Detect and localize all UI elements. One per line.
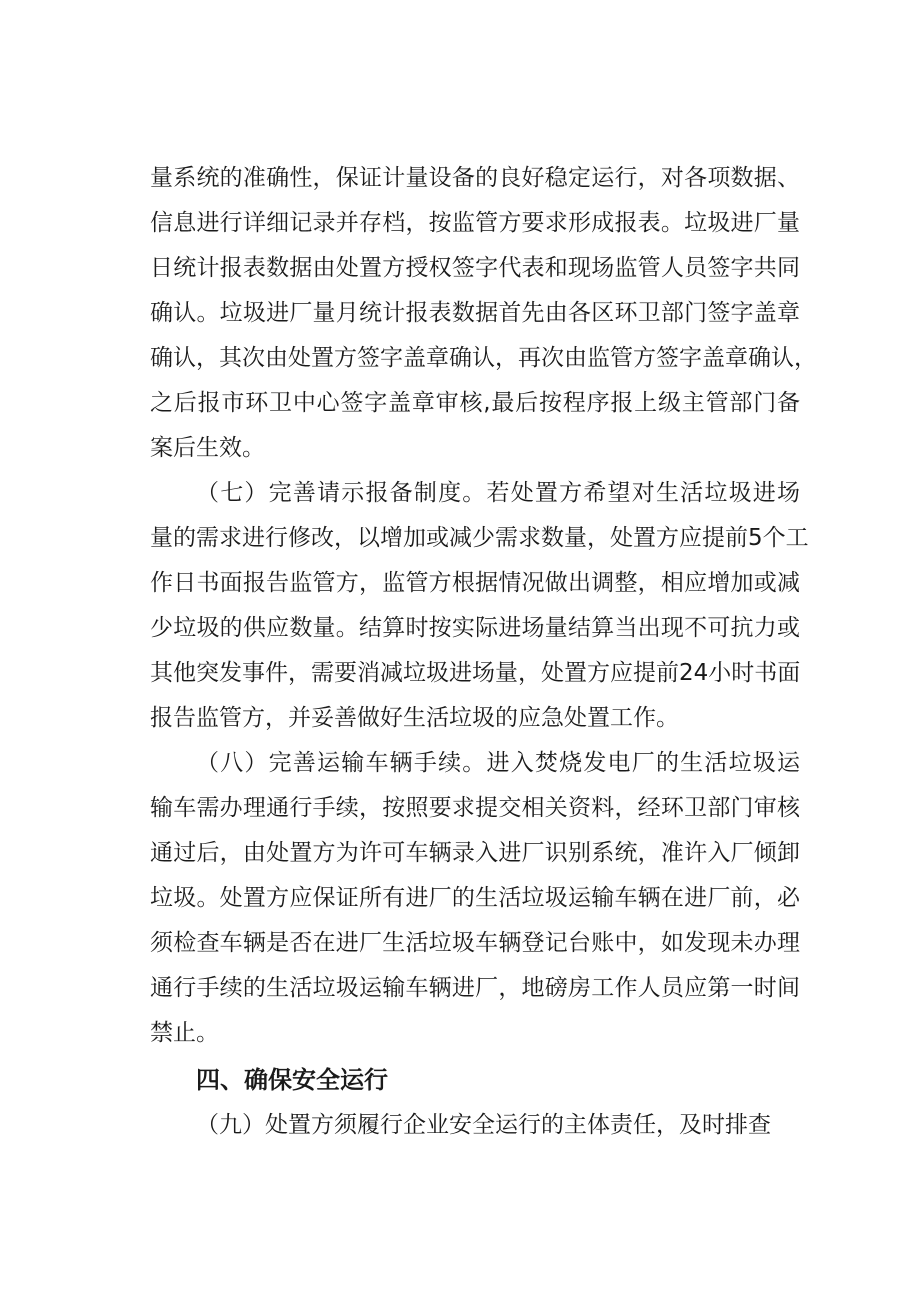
paragraph-line: 案后生效。 <box>150 435 265 461</box>
paragraph-line: 作日书面报告监管方，监管方根据情况做出调整，相应增加或减 <box>150 570 800 596</box>
paragraph-line: 日统计报表数据由处置方授权签字代表和现场监管人员签字共同 <box>150 255 800 281</box>
paragraph-line: 禁止。 <box>150 1020 219 1046</box>
paragraph-line: 输车需办理通行手续，按照要求提交相关资料，经环卫部门审核 <box>150 795 800 821</box>
paragraph-line: 其他突发事件，需要消减垃圾进场量，处置方应提前24小时书面 <box>150 660 801 686</box>
paragraph-line: 确认。垃圾进厂量月统计报表数据首先由各区环卫部门签字盖章 <box>150 300 800 326</box>
paragraph-line: 信息进行详细记录并存档，按监管方要求形成报表。垃圾进厂量 <box>150 210 800 236</box>
paragraph-line: 量系统的准确性，保证计量设备的良好稳定运行，对各项数据、 <box>150 165 800 191</box>
paragraph-line: 报告监管方，并妥善做好生活垃圾的应急处置工作。 <box>150 705 679 731</box>
section-8-first-line: （八）完善运输车辆手续。进入焚烧发电厂的生活垃圾运 <box>196 750 800 776</box>
section-7-first-line: （七）完善请示报备制度。若处置方希望对生活垃圾进场 <box>196 480 800 506</box>
paragraph-line: 通过后，由处置方为许可车辆录入进厂识别系统，准许入厂倾卸 <box>150 840 800 866</box>
paragraph-line: 确认，其次由处置方签字盖章确认，再次由监管方签字盖章确认， <box>150 345 817 371</box>
paragraph-line: 垃圾。处置方应保证所有进厂的生活垃圾运输车辆在进厂前，必 <box>150 885 800 911</box>
section-heading: 四、确保安全运行 <box>196 1066 388 1094</box>
paragraph-line: 量的需求进行修改，以增加或减少需求数量，处置方应提前5个工 <box>150 525 809 551</box>
paragraph-line: 通行手续的生活垃圾运输车辆进厂，地磅房工作人员应第一时间 <box>150 975 800 1001</box>
paragraph-line: 须检查车辆是否在进厂生活垃圾车辆登记台账中，如发现未办理 <box>150 930 800 956</box>
section-9-first-line: （九）处置方须履行企业安全运行的主体责任，及时排查 <box>196 1112 771 1138</box>
paragraph-line: 少垃圾的供应数量。结算时按实际进场量结算当出现不可抗力或 <box>150 615 800 641</box>
paragraph-line: 之后报市环卫中心签字盖章审核,最后按程序报上级主管部门备 <box>150 390 800 416</box>
